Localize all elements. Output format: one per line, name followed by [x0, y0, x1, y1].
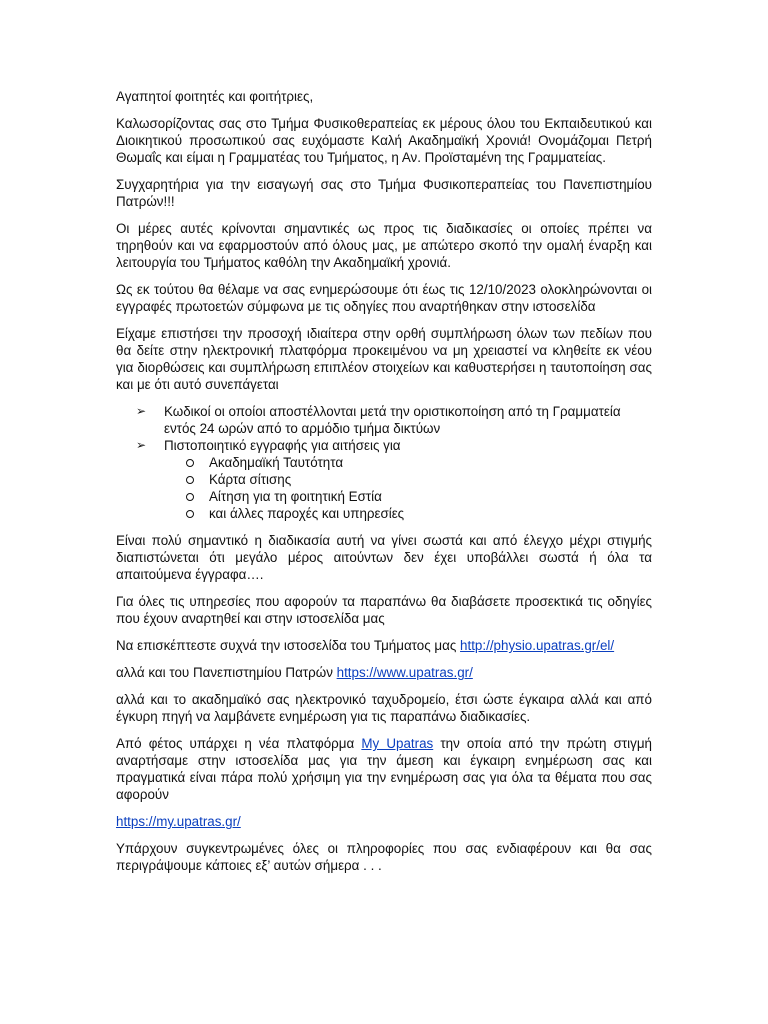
link-intro: αλλά και του Πανεπιστημίου Πατρών	[116, 665, 337, 680]
department-website-link[interactable]: http://physio.upatras.gr/el/	[460, 638, 615, 653]
sub-bullet-text: Ακαδημαϊκή Ταυτότητα	[209, 455, 344, 470]
arrow-bullet-icon: ➢	[136, 404, 147, 418]
platform-intro: Από φέτος υπάρχει η νέα πλατφόρμα	[116, 736, 362, 751]
paragraph-attention: Είχαμε επιστήσει την προσοχή ιδιαίτερα στην ορθή συμπλήρωση όλων των πεδίων που θα δείτε στην ηλεκτρονική πλατφόρμα προκειμένου να μη χρειαστεί να κληθείτε εκ νέου για διορθώσεις και συμπλήρωση επιπλέον στοιχείων και καθυστερήσει η ταυτοποίηση σας και με ότι αυτό συνεπάγεται	[116, 326, 652, 392]
paragraph-instructions: Για όλες τις υπηρεσίες που αφορούν τα παραπάνω θα διαβάσετε προσεκτικά τις οδηγίες που έχουν αναρτηθεί και στην ιστοσελίδα μας	[116, 594, 652, 626]
paragraph-university-site	[116, 664, 652, 681]
circle-bullet-icon	[186, 476, 194, 484]
sub-bullet-item	[116, 505, 652, 522]
sub-bullet-item	[116, 471, 652, 488]
paragraph-department-site	[116, 637, 652, 654]
platform-description: την οποία από την πρώτη στιγμή αναρτήσαμε στην ιστοσελίδα μας για την άμεση και έγκαιρη ενημέρωση σας και πραγματικά είναι πάρα πολύ χρήσιμη για την ενημέρωση σας για όλα τα θέματα που σας αφορούν	[116, 736, 652, 802]
sub-bullet-list	[164, 454, 652, 522]
bullet-item-certificate	[116, 437, 652, 522]
paragraph-documents: Είναι πολύ σημαντικό η διαδικασία αυτή να γίνει σωστά και από έλεγχο μέχρι στιγμής διαπιστώνεται ότι μεγάλο μέρος αιτούντων δεν έχει υποβάλλει σωστά ή όλα τα απαιτούμενα έγγραφα….	[116, 533, 652, 582]
sub-bullet-text: Κάρτα σίτισης	[209, 472, 292, 487]
my-upatras-url-link[interactable]: https://my.upatras.gr/	[116, 814, 241, 829]
sub-bullet-text: και άλλες παροχές και υπηρεσίες	[209, 506, 405, 521]
paragraph-welcome: Καλωσορίζοντας σας στο Τμήμα Φυσικοθεραπείας εκ μέρους όλου του Εκπαιδευτικού και Διοικητικού προσωπικού σας ευχόμαστε Καλή Ακαδημαϊκή Χρονιά! Ονομάζομαι Πετρή Θωμαΐς και είμαι η Γραμματέας του Τμήματος, η Αν. Προϊσταμένη της Γραμματείας.	[116, 116, 652, 165]
link-intro: Να επισκέπτεστε συχνά την ιστοσελίδα του Τμήματος μας	[116, 638, 461, 653]
bullet-list	[116, 403, 652, 522]
paragraph-platform-url	[116, 813, 652, 830]
sub-bullet-text: Αίτηση για τη φοιτητική Εστία	[209, 489, 382, 504]
paragraph-email: αλλά και το ακαδημαϊκό σας ηλεκτρονικό ταχυδρομείο, έτσι ώστε έγκαιρα αλλά και από έγκυρη πηγή να λαμβάνετε ενημέρωση για τις παραπάνω διαδικασίες.	[116, 692, 652, 724]
sub-bullet-item	[116, 488, 652, 505]
paragraph-importance: Οι μέρες αυτές κρίνονται σημαντικές ως προς τις διαδικασίες οι οποίες πρέπει να τηρηθούν και να εφαρμοστούν από όλους μας, με απώτερο σκοπό την ομαλή έναρξη και λειτουργία του Τμήματος καθόλη την Ακαδημαϊκή χρονιά.	[116, 221, 652, 270]
university-website-link[interactable]: https://www.upatras.gr/	[336, 665, 473, 680]
circle-bullet-icon	[186, 493, 194, 501]
circle-bullet-icon	[186, 510, 194, 518]
arrow-bullet-icon: ➢	[136, 438, 147, 452]
sub-bullet-item	[116, 454, 652, 471]
bullet-text: Πιστοποιητικό εγγραφής για αιτήσεις για	[164, 438, 401, 453]
bullet-item-codes	[116, 403, 652, 437]
paragraph-registration-deadline: Ως εκ τούτου θα θέλαμε να σας ενημερώσουμε ότι έως τις 12/10/2023 ολοκληρώνονται οι εγγραφές πρωτοετών σύμφωνα με τις οδηγίες που αναρτήθηκαν στην ιστοσελίδα	[116, 282, 652, 314]
circle-bullet-icon	[186, 459, 194, 467]
paragraph-closing: Υπάρχουν συγκεντρωμένες όλες οι πληροφορίες που σας ενδιαφέρουν και θα σας περιγράψουμε κάποιες εξ’ αυτών σήμερα . . .	[116, 841, 652, 873]
bullet-text: Κωδικοί οι οποίοι αποστέλλονται μετά την οριστικοποίηση από τη Γραμματεία εντός 24 ωρών από το αρμόδιο τμήμα δικτύων	[164, 404, 621, 436]
paragraph-congratulations: Συγχαρητήρια για την εισαγωγή σας στο Τμήμα Φυσικοπεραπείας του Πανεπιστημίου Πατρών!!!	[116, 177, 652, 209]
my-upatras-link[interactable]: My Upatras	[361, 736, 434, 751]
paragraph-platform	[116, 735, 652, 803]
greeting: Αγαπητοί φοιτητές και φοιτήτριες,	[116, 89, 314, 104]
